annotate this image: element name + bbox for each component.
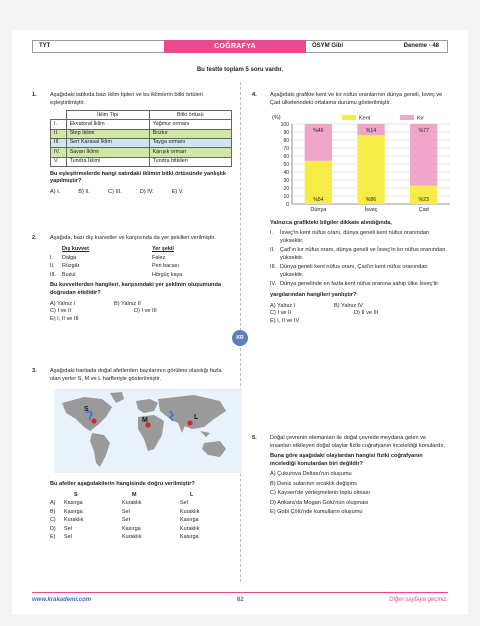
question-number: 4.	[252, 92, 257, 98]
y-tick-label: 100	[280, 121, 289, 128]
list-item: I. İsveç'in kent nüfus oranı, dünya geneli kent nüfus oranından yüksektir.	[270, 230, 430, 244]
legend-label: Kır	[417, 115, 425, 122]
option-d[interactable]: D) IV.	[139, 188, 154, 195]
publisher-logo: KR	[232, 330, 248, 346]
exam-type: TYT	[32, 40, 164, 53]
page-header	[32, 40, 448, 53]
answer-table	[50, 491, 199, 542]
y-tick-label: 50	[283, 161, 289, 168]
option-d[interactable]: D) II ve III	[354, 310, 379, 317]
exam-number: Deneme - 48	[403, 43, 439, 50]
map-label-l: L	[194, 414, 199, 422]
subject-title: COĞRAFYA	[164, 40, 306, 53]
test-note: Bu testte toplam 5 soru vardır.	[196, 67, 284, 73]
option-a[interactable]: A) Yalnız I	[270, 302, 296, 309]
question-intro: Aşağıdaki haritada doğal afetlerden bazılarının görülme olasılığı fazla olan yerler S, M ve L harfleriyle gösterilmiştir.	[50, 368, 222, 382]
option-b[interactable]: B) Yalnız IV	[334, 302, 364, 309]
x-tick-label: Dünya	[310, 207, 327, 214]
x-tick-label: Çad	[418, 207, 429, 214]
question-stem: Buna göre aşağıdaki olaylardan hangisi fiziki coğrafyanın incelediği konulardan biri değildir?	[270, 453, 423, 467]
option-e[interactable]: E) I, II ve III	[50, 315, 79, 322]
option-c[interactable]: C) Kayseri'de yerleşmelerin toplu olması	[270, 490, 370, 497]
website-link[interactable]: www.krakademi.com	[32, 597, 92, 603]
climate-table	[50, 110, 232, 167]
table-row: II. Step İklimi Bozkır	[51, 129, 232, 138]
x-tick-label: İsveç	[364, 207, 378, 214]
world-map	[54, 389, 242, 473]
data-label: %54	[313, 197, 324, 204]
y-tick-label: 80	[283, 137, 289, 144]
col-climate: İklim Tipi	[66, 111, 149, 120]
option-row-d[interactable]: D) Sel Kasırga Kuraklık	[50, 525, 200, 532]
question-stem: Bu kuvvetlerden hangileri, karşısındaki yer şeklinin oluşumunda doğrudan etkilidir?	[50, 282, 221, 297]
exam-page	[12, 30, 468, 615]
exam-source: ÖSYM Gibi	[312, 43, 344, 50]
question-1	[32, 92, 232, 197]
marker-l	[187, 420, 192, 425]
marker-s	[91, 418, 96, 423]
map-label-s: S	[84, 406, 89, 414]
bar-kent	[357, 135, 384, 204]
legend-label: Kent	[359, 115, 371, 122]
y-tick-label: 0	[286, 201, 289, 208]
question-2	[32, 235, 232, 323]
option-e[interactable]: E) I, II ve IV	[270, 317, 300, 324]
question-stem: Bu eşleştirmelerde hangi satırdaki iklimin bitki örtüsünde yanlışlık yapılmıştır?	[50, 170, 226, 185]
table-row: IV. Savan İklimi Karışık orman	[51, 148, 232, 157]
question-intro: Aşağıdaki tabloda bazı iklim tipleri ve bu iklimlerin bitki örtüleri eşleştirilmiştir.	[50, 92, 203, 106]
option-e[interactable]: E) V.	[171, 188, 184, 195]
list-item: III. Dünya geneli kent nüfus oranı, Çad'ın kent nüfus oranından yüksektir.	[270, 264, 428, 278]
option-a[interactable]: A) Yalnız I	[50, 300, 76, 307]
y-axis-label: (%)	[272, 115, 281, 122]
option-row-c[interactable]: C) Kuraklık Sel Kasırga	[50, 517, 199, 524]
population-chart	[270, 112, 456, 214]
exam-info	[306, 40, 448, 53]
option-c[interactable]: C) I ve II	[270, 310, 292, 317]
question-number: 2.	[32, 235, 37, 241]
col-vegetation: Bitki örtüsü	[149, 111, 231, 120]
y-tick-label: 10	[283, 193, 289, 200]
y-tick-label: 60	[283, 153, 289, 160]
table-row: III. Sert Karasal İklim Tayga ormanı	[51, 138, 232, 147]
answer-options	[270, 471, 448, 517]
question-lead: Yalnızca grafikteki bilgiler dikkate alındığında,	[270, 219, 392, 226]
col-l: L	[190, 491, 194, 498]
list-item: II. Çad'ın kır nüfus oranı, dünya geneli ve İsveç'in kır nüfus oranından yüksektir.	[270, 247, 446, 261]
question-intro: Doğal çevrenin elemanları ile doğal çevrede meydana gelen ve insanları etkileyen doğal olaylar fiziki coğrafyanın inceleldiği konulardır.	[270, 435, 446, 449]
option-a[interactable]: A) Çukurova Deltası'nın oluşumu	[270, 471, 352, 478]
next-page-note: Diğer sayfaya geçiniz.	[389, 597, 448, 603]
y-tick-label: 20	[283, 185, 289, 192]
data-label: %14	[365, 128, 377, 135]
legend-swatch	[400, 115, 414, 120]
col-m: M	[132, 491, 137, 498]
option-d[interactable]: D) I ve III	[134, 308, 157, 315]
footer-line	[32, 592, 448, 593]
col-force: Dış kuvvet	[62, 246, 89, 253]
question-3	[32, 368, 232, 545]
option-d[interactable]: D) Ankara'da Mogan Gölü'nün oluşması	[270, 499, 369, 506]
option-c[interactable]: C) III.	[108, 188, 122, 195]
question-stem: Bu afetler aşağıdakilerin hangisinde doğru verilmiştir?	[50, 480, 195, 487]
y-tick-label: 70	[283, 145, 289, 152]
col-s: S	[74, 491, 78, 498]
y-tick-label: 40	[283, 169, 289, 176]
table-row: I. Dalga Falez	[50, 254, 166, 261]
data-label: %77	[418, 128, 429, 135]
page-number: 82	[236, 597, 244, 603]
question-4	[252, 92, 448, 325]
answer-options	[270, 303, 448, 326]
legend-swatch	[342, 115, 356, 120]
y-tick-label: 30	[283, 177, 289, 184]
list-item: IV. Dünya genelinde en fazla kent nüfus oranına sahip ülke İsveç'tir.	[270, 281, 440, 288]
question-number: 3.	[32, 368, 37, 374]
data-label: %86	[365, 197, 377, 204]
question-stem: yargılarından hangileri yanlıştır?	[270, 292, 357, 299]
forces-table	[50, 246, 182, 280]
option-b[interactable]: B) Deniz sularının sıcaklık değişimi	[270, 480, 357, 487]
y-tick-label: 90	[283, 129, 289, 136]
option-e[interactable]: E) Gobi Çölü'nde kumulların oluşumu	[270, 509, 363, 516]
col-landform: Yer şekil	[152, 246, 174, 253]
option-b[interactable]: B) II.	[78, 188, 91, 195]
option-row-b[interactable]: B) Kasırga Sel Kuraklık	[50, 508, 200, 515]
option-b[interactable]: B) Yalnız II	[114, 300, 141, 307]
answer-options	[50, 189, 232, 197]
table-row: II. Rüzgâr Peri bacası	[50, 263, 179, 270]
table-row: III. Buzul Hörgüç kaya	[50, 271, 183, 278]
table-row: V. Tundra İklimi Tundra bitkileri	[51, 157, 232, 166]
map-label-m: M	[142, 417, 148, 425]
option-a[interactable]: A) I.	[50, 188, 61, 195]
answer-options	[50, 301, 232, 324]
question-intro: Aşağıdaki grafikte kent ve kır nüfus oranlarının dünya geneli, İsveç ve Çad ülkelerindeki ortalama durumu gösterilmiştir.	[270, 92, 443, 106]
table-row: I. Ekvatoral İklim Yağmur ormanı	[51, 120, 232, 129]
option-row-e[interactable]: E) Sel Kuraklık Kasırga	[50, 534, 199, 541]
option-c[interactable]: C) I ve II	[50, 308, 72, 315]
question-5	[252, 435, 448, 519]
option-row-a[interactable]: A) Kasırga Kuraklık Sel	[50, 500, 188, 507]
question-intro: Aşağıda, bazı dış kuvvetler ve karşısında da yer şekilleri verilmiştir.	[50, 235, 216, 241]
question-number: 1.	[32, 92, 37, 98]
question-number: 5.	[252, 435, 257, 441]
page-footer	[32, 596, 448, 604]
data-label: %23	[418, 197, 429, 204]
statements-list	[270, 230, 448, 289]
data-label: %46	[313, 128, 324, 135]
